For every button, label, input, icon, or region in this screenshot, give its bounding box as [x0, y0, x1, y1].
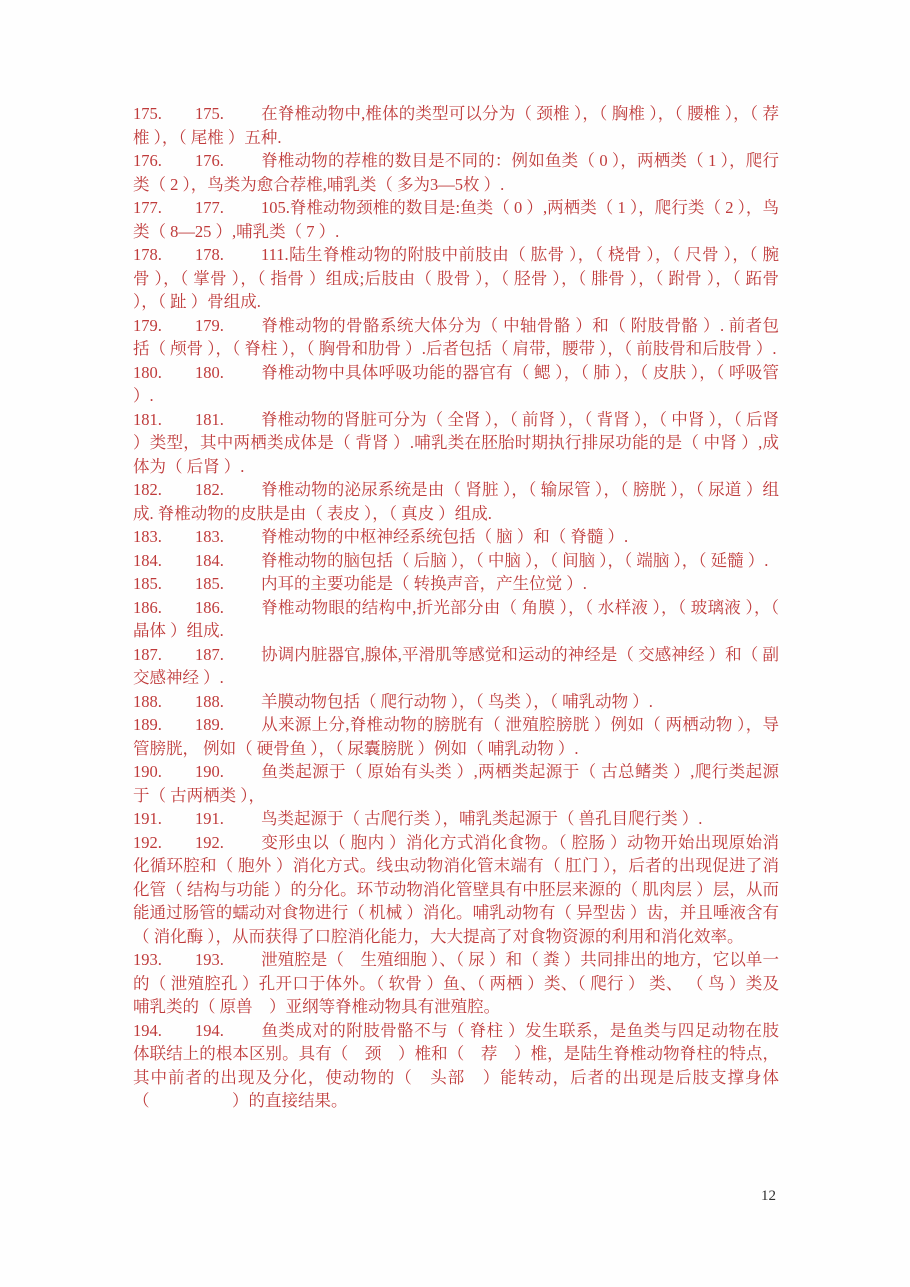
- item-number: 193.: [133, 950, 162, 969]
- item-number: 194.: [133, 1020, 162, 1040]
- item-number: 182.: [133, 480, 162, 499]
- list-item: [133, 196, 779, 243]
- list-item: [133, 596, 779, 643]
- item-number: 178.: [133, 245, 162, 264]
- list-item: [133, 807, 779, 831]
- list-item: [133, 948, 779, 1019]
- list-item: [133, 478, 779, 525]
- list-item: [133, 1019, 779, 1113]
- item-text: 脊椎动物眼的结构中,折光部分由（ 角膜 ），（ 水样液 ），（ 玻璃液 ），（ 晶体 ）组成.: [133, 597, 779, 640]
- item-text: 脊椎动物的骨骼系统大体分为（ 中轴骨骼 ）和（ 附肢骨骼 ）. 前者包括（ 颅骨 ），（ 脊柱 ），（ 胸骨和肋骨 ）.后者包括（ 肩带，腰带 ），（ 前肢骨和后肢骨 ）.: [133, 315, 780, 358]
- item-text: 鱼类成对的附肢骨骼不与（ 脊柱 ）发生联系，是鱼类与四足动物在肢体联结上的根本区别。具有（ 颈 ）椎和（ 荐 ）椎，是陆生脊椎动物脊柱的特点，其中前者的出现及分化，使动物的（ 头部 ）能转动，后者的出现是后肢支撑身体（ ）的直接结果。: [133, 1020, 779, 1110]
- item-number: 183.: [133, 527, 162, 546]
- item-number: 189.: [133, 715, 162, 734]
- item-number-duplicate: 185.: [195, 574, 224, 593]
- list-item: [133, 102, 779, 149]
- item-number: 176.: [133, 151, 162, 170]
- item-number: 187.: [133, 644, 162, 664]
- item-text: 鸟类起源于（ 古爬行类 ），哺乳类起源于（ 兽孔目爬行类 ）.: [261, 809, 703, 828]
- item-number: 185.: [133, 574, 162, 593]
- item-text: 111.陆生脊椎动物的附肢中前肢由（ 肱骨 ），（ 桡骨 ），（ 尺骨 ），（ 腕骨 ），（ 掌骨 ），（ 指骨 ）组成;后肢由（ 股骨 ），（ 胫骨 ），（ 腓骨 ），（ 跗骨 ），（ 跖骨 ），（ 趾 ）骨组成.: [133, 245, 779, 311]
- item-number-duplicate: 183.: [195, 527, 224, 546]
- item-text: 羊膜动物包括（ 爬行动物 ），（ 鸟类 ），（ 哺乳动物 ）.: [261, 691, 653, 711]
- item-number: 181.: [133, 409, 162, 429]
- item-text: 105.脊椎动物颈椎的数目是:鱼类（ 0 ）,两栖类（ 1 ），爬行类（ 2 ），鸟类（ 8—25 ）,哺乳类（ 7 ）.: [133, 198, 779, 241]
- item-text: 内耳的主要功能是（ 转换声音，产生位觉 ）.: [261, 574, 587, 593]
- item-number-duplicate: 176.: [195, 151, 224, 170]
- item-number: 186.: [133, 597, 162, 617]
- list-item: [133, 831, 779, 949]
- item-number-duplicate: 181.: [195, 409, 224, 429]
- list-item: [133, 713, 779, 760]
- item-number-duplicate: 178.: [195, 245, 224, 264]
- item-text: 鱼类起源于（ 原始有头类 ）,两栖类起源于（ 古总鳍类 ）,爬行类起源于（ 古两栖类 ），: [133, 762, 779, 805]
- item-number-duplicate: 189.: [195, 715, 224, 734]
- item-number-duplicate: 188.: [195, 691, 224, 711]
- item-text: 脊椎动物中具体呼吸功能的器官有（ 鳃 ），（ 肺 ），（ 皮肤 ），（ 呼吸管 ）.: [133, 362, 779, 405]
- item-number-duplicate: 179.: [195, 315, 224, 335]
- item-text: 泄殖腔是（ 生殖细胞 ）、（ 尿 ）和（ 粪 ）共同排出的地方，它以单一的（ 泄殖腔孔 ）孔开口于体外。（ 软骨 ）鱼、（ 两栖 ）类、（ 爬行 ） 类、 （ 鸟 ）类及哺乳类的（ 原兽 ）亚纲等脊椎动物具有泄殖腔。: [133, 950, 780, 1016]
- item-number-duplicate: 177.: [195, 198, 224, 217]
- item-number-duplicate: 187.: [195, 644, 224, 664]
- item-number-duplicate: 180.: [195, 362, 224, 382]
- item-number: 192.: [133, 832, 162, 852]
- item-number-duplicate: 184.: [195, 550, 224, 570]
- item-number: 175.: [133, 104, 162, 123]
- item-number-duplicate: 190.: [195, 762, 224, 781]
- list-item: [133, 314, 779, 361]
- item-number: 188.: [133, 691, 162, 711]
- item-text: 变形虫以（ 胞内 ）消化方式消化食物。（ 腔肠 ）动物开始出现原始消化循环腔和（ 胞外 ）消化方式。线虫动物消化管末端有（ 肛门 ），后者的出现促进了消化管（ 结构与功能 ）的分化。环节动物消化管壁具有中胚层来源的（ 肌肉层 ）层，从而能通过肠管的蠕动对食物进行（ 机械 ）消化。哺乳动物有（ 异型齿 ）齿，并且唾液含有（ 消化酶 ），从而获得了口腔消化能力，大大提高了对食物资源的利用和消化效率。: [133, 832, 779, 946]
- item-number-duplicate: 194.: [195, 1020, 224, 1040]
- list-item: [133, 643, 779, 690]
- list-item: [133, 549, 779, 573]
- item-number-duplicate: 182.: [195, 480, 224, 499]
- item-number-duplicate: 191.: [195, 809, 224, 828]
- item-number: 184.: [133, 550, 162, 570]
- item-text: 从来源上分,脊椎动物的膀胱有（ 泄殖腔膀胱 ）例如（ 两栖动物 ），导管膀胱， 例如（ 硬骨鱼 ），（ 尿囊膀胱 ）例如（ 哺乳动物 ）.: [133, 715, 779, 758]
- item-text: 脊椎动物的荐椎的数目是不同的：例如鱼类（ 0 ），两栖类（ 1 ），爬行类（ 2 ），鸟类为愈合荐椎,哺乳类（ 多为3—5枚 ）.: [133, 151, 779, 194]
- item-text: 脊椎动物的泌尿系统是由（ 肾脏 ），（ 输尿管 ），（ 膀胱 ），（ 尿道 ）组成. 脊椎动物的皮肤是由（ 表皮 ），（ 真皮 ）组成.: [133, 480, 779, 523]
- page-number: 12: [761, 1188, 776, 1204]
- list-item: [133, 525, 779, 549]
- item-text: 脊椎动物的中枢神经系统包括（ 脑 ）和（ 脊髓 ）.: [261, 527, 629, 546]
- item-number: 190.: [133, 762, 162, 781]
- item-text: 脊椎动物的脑包括（ 后脑 ），（ 中脑 ），（ 间脑 ），（ 端脑 ），（ 延髓 ）.: [261, 550, 769, 570]
- item-number: 177.: [133, 198, 162, 217]
- item-text: 在脊椎动物中,椎体的类型可以分为（ 颈椎 ），（ 胸椎 ），（ 腰椎 ），（ 荐椎 ），（ 尾椎 ）五种.: [133, 104, 780, 147]
- question-list: [133, 102, 779, 1113]
- list-item: [133, 149, 779, 196]
- item-number-duplicate: 193.: [195, 950, 224, 969]
- item-text: 脊椎动物的肾脏可分为（ 全肾 ），（ 前肾 ），（ 背肾 ），（ 中肾 ），（ 后肾 ）类型，其中两栖类成体是（ 背肾 ）.哺乳类在胚胎时期执行排尿功能的是（ 中肾 ）,成体为（ 后肾 ）.: [133, 409, 780, 476]
- list-item: [133, 243, 779, 314]
- list-item: [133, 408, 779, 479]
- item-number: 179.: [133, 315, 162, 335]
- list-item: [133, 572, 779, 596]
- item-number: 180.: [133, 362, 162, 382]
- item-number: 191.: [133, 809, 162, 828]
- list-item: [133, 361, 779, 408]
- list-item: [133, 690, 779, 714]
- item-number-duplicate: 175.: [195, 104, 224, 123]
- item-number-duplicate: 186.: [195, 597, 224, 617]
- list-item: [133, 760, 779, 807]
- item-number-duplicate: 192.: [195, 832, 224, 852]
- item-text: 协调内脏器官,腺体,平滑肌等感觉和运动的神经是（ 交感神经 ）和（ 副交感神经 ）.: [133, 644, 779, 687]
